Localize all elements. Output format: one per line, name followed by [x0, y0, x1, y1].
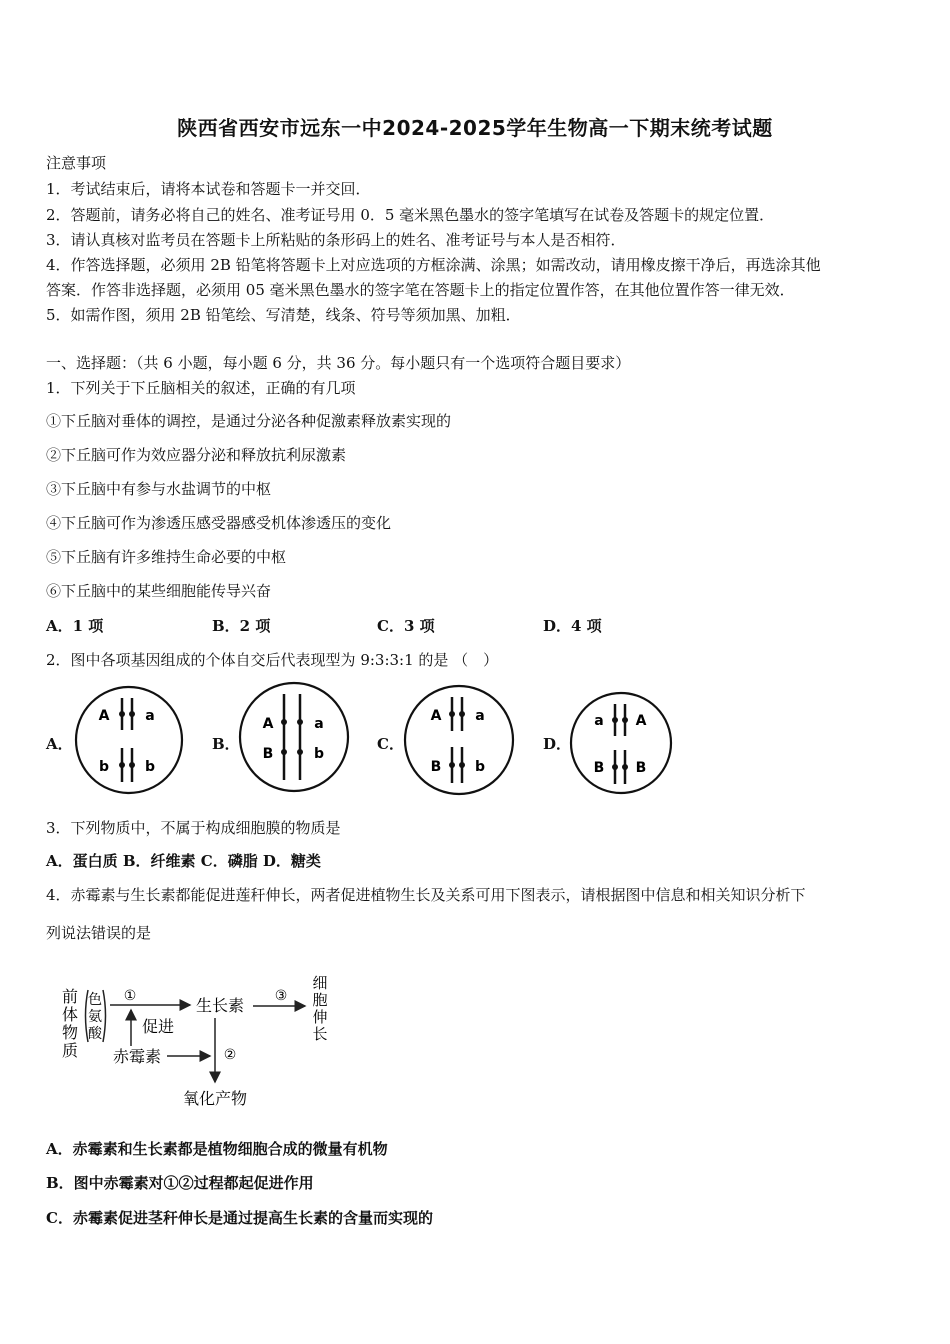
- gene-label: A: [98, 708, 110, 724]
- gene-label: B: [593, 760, 605, 776]
- question-1-statement: ⑥下丘脑中的某些细胞能传导兴奋: [46, 582, 272, 600]
- gene-label: a: [145, 708, 155, 724]
- diagram-auxin: 生长素: [195, 996, 245, 1015]
- diagram-step-3: ③: [274, 988, 288, 1004]
- gene-label: A: [262, 716, 274, 732]
- gene-label: A: [430, 708, 442, 724]
- notice-heading: 注意事项: [46, 154, 107, 172]
- gene-label: b: [474, 759, 486, 775]
- diagram-label: 伸: [312, 1008, 328, 1026]
- question-4-option-c: C．赤霉素促进茎秆伸长是通过提高生长素的含量而实现的: [46, 1209, 433, 1227]
- question-2-option-a-label: A．: [46, 735, 73, 753]
- gene-label: b: [98, 759, 110, 775]
- gene-label: B: [430, 759, 442, 775]
- diagram-label: 前: [61, 987, 79, 1006]
- question-1-stem: 1．下列关于下丘脑相关的叙述，正确的有几项: [46, 379, 356, 397]
- diagram-label: 质: [61, 1041, 79, 1060]
- cell-diagram-a: [73, 684, 185, 796]
- diagram-label: 色: [88, 992, 102, 1008]
- question-1-option-d: D．4 项: [543, 617, 602, 635]
- question-3-stem: 3．下列物质中，不属于构成细胞膜的物质是: [46, 819, 341, 837]
- question-1-option-b: B．2 项: [212, 617, 271, 635]
- diagram-label: 细: [312, 974, 328, 992]
- question-2-option-d-label: D．: [543, 735, 572, 753]
- gene-label: A: [635, 713, 647, 729]
- diagram-step-1: ①: [123, 988, 137, 1004]
- question-1-statement: ④下丘脑可作为渗透压感受器感受机体渗透压的变化: [46, 514, 392, 532]
- gene-label: a: [594, 713, 604, 729]
- question-1-statement: ②下丘脑可作为效应器分泌和释放抗利尿激素: [46, 446, 347, 464]
- question-4-option-a: A．赤霉素和生长素都是植物细胞合成的微量有机物: [46, 1140, 388, 1158]
- question-1-option-a: A．1 项: [46, 617, 104, 635]
- hormone-relationship-diagram: [55, 970, 345, 1112]
- diagram-label: 长: [312, 1025, 328, 1043]
- gene-label: a: [314, 716, 324, 732]
- diagram-label: 胞: [312, 991, 328, 1009]
- question-1-statement: ③下丘脑中有参与水盐调节的中枢: [46, 480, 272, 498]
- notice-item: 5．如需作图，须用 2B 铅笔绘、写清楚，线条、符号等须加黑、加粗．: [46, 306, 521, 324]
- question-2-option-c-label: C．: [377, 735, 404, 753]
- question-1-statement: ⑤下丘脑有许多维持生命必要的中枢: [46, 548, 287, 566]
- question-1-statement: ①下丘脑对垂体的调控，是通过分泌各种促激素释放素实现的: [46, 412, 452, 430]
- diagram-promote: 促进: [141, 1017, 175, 1036]
- gene-label: b: [313, 746, 325, 762]
- question-2-option-b-label: B．: [212, 735, 240, 753]
- cell-diagram-b: [237, 680, 351, 794]
- notice-item: 3．请认真核对监考员在答题卡上所粘贴的条形码上的姓名、准考证号与本人是否相符．: [46, 231, 626, 249]
- question-4-stem: 4．赤霉素与生长素都能促进莲秆伸长，两者促进植物生长及关系可用下图表示，请根据图中信息和相关知识分析下: [46, 886, 806, 904]
- question-1-option-c: C．3 项: [377, 617, 435, 635]
- diagram-gibberellin: 赤霉素: [112, 1047, 162, 1066]
- question-2-stem: 2．图中各项基因组成的个体自交后代表现型为 9:3:3:1 的是 （ ）: [46, 651, 499, 669]
- question-3-options: A．蛋白质 B．纤维素 C．磷脂 D．糖类: [46, 852, 321, 870]
- question-4-stem-continued: 列说法错误的是: [46, 924, 152, 942]
- page-title: 陕西省西安市远东一中2024-2025学年生物高一下期末统考试题: [177, 116, 773, 140]
- gene-label: a: [475, 708, 485, 724]
- notice-item: 4．作答选择题，必须用 2B 铅笔将答题卡上对应选项的方框涂满、涂黑；如需改动，请用橡皮擦干净后，再选涂其他: [46, 256, 821, 274]
- diagram-label: 酸: [88, 1026, 102, 1042]
- diagram-label: 体: [61, 1005, 79, 1024]
- notice-item: 2．答题前，请务必将自己的姓名、准考证号用 0．5 毫米黑色墨水的签字笔填写在试卷及答题卡的规定位置．: [46, 206, 775, 224]
- question-4-option-b: B．图中赤霉素对①②过程都起促进作用: [46, 1174, 314, 1192]
- gene-label: B: [635, 760, 647, 776]
- diagram-label: 氨: [88, 1009, 102, 1025]
- diagram-label: 物: [61, 1023, 79, 1042]
- diagram-step-2: ②: [223, 1047, 237, 1063]
- notice-item: 1．考试结束后，请将本试卷和答题卡一并交回．: [46, 180, 371, 198]
- notice-item: 答案．作答非选择题，必须用 05 毫米黑色墨水的签字笔在答题卡上的指定位置作答，在其他位置作答一律无效．: [46, 281, 795, 299]
- cell-diagram-c: [402, 683, 516, 797]
- cell-diagram-d: [568, 690, 674, 796]
- gene-label: B: [262, 746, 274, 762]
- gene-label: b: [144, 759, 156, 775]
- diagram-oxidation: 氧化产物: [182, 1089, 248, 1108]
- section-heading: 一、选择题：（共 6 小题，每小题 6 分，共 36 分。每小题只有一个选项符合题目要求）: [46, 354, 631, 372]
